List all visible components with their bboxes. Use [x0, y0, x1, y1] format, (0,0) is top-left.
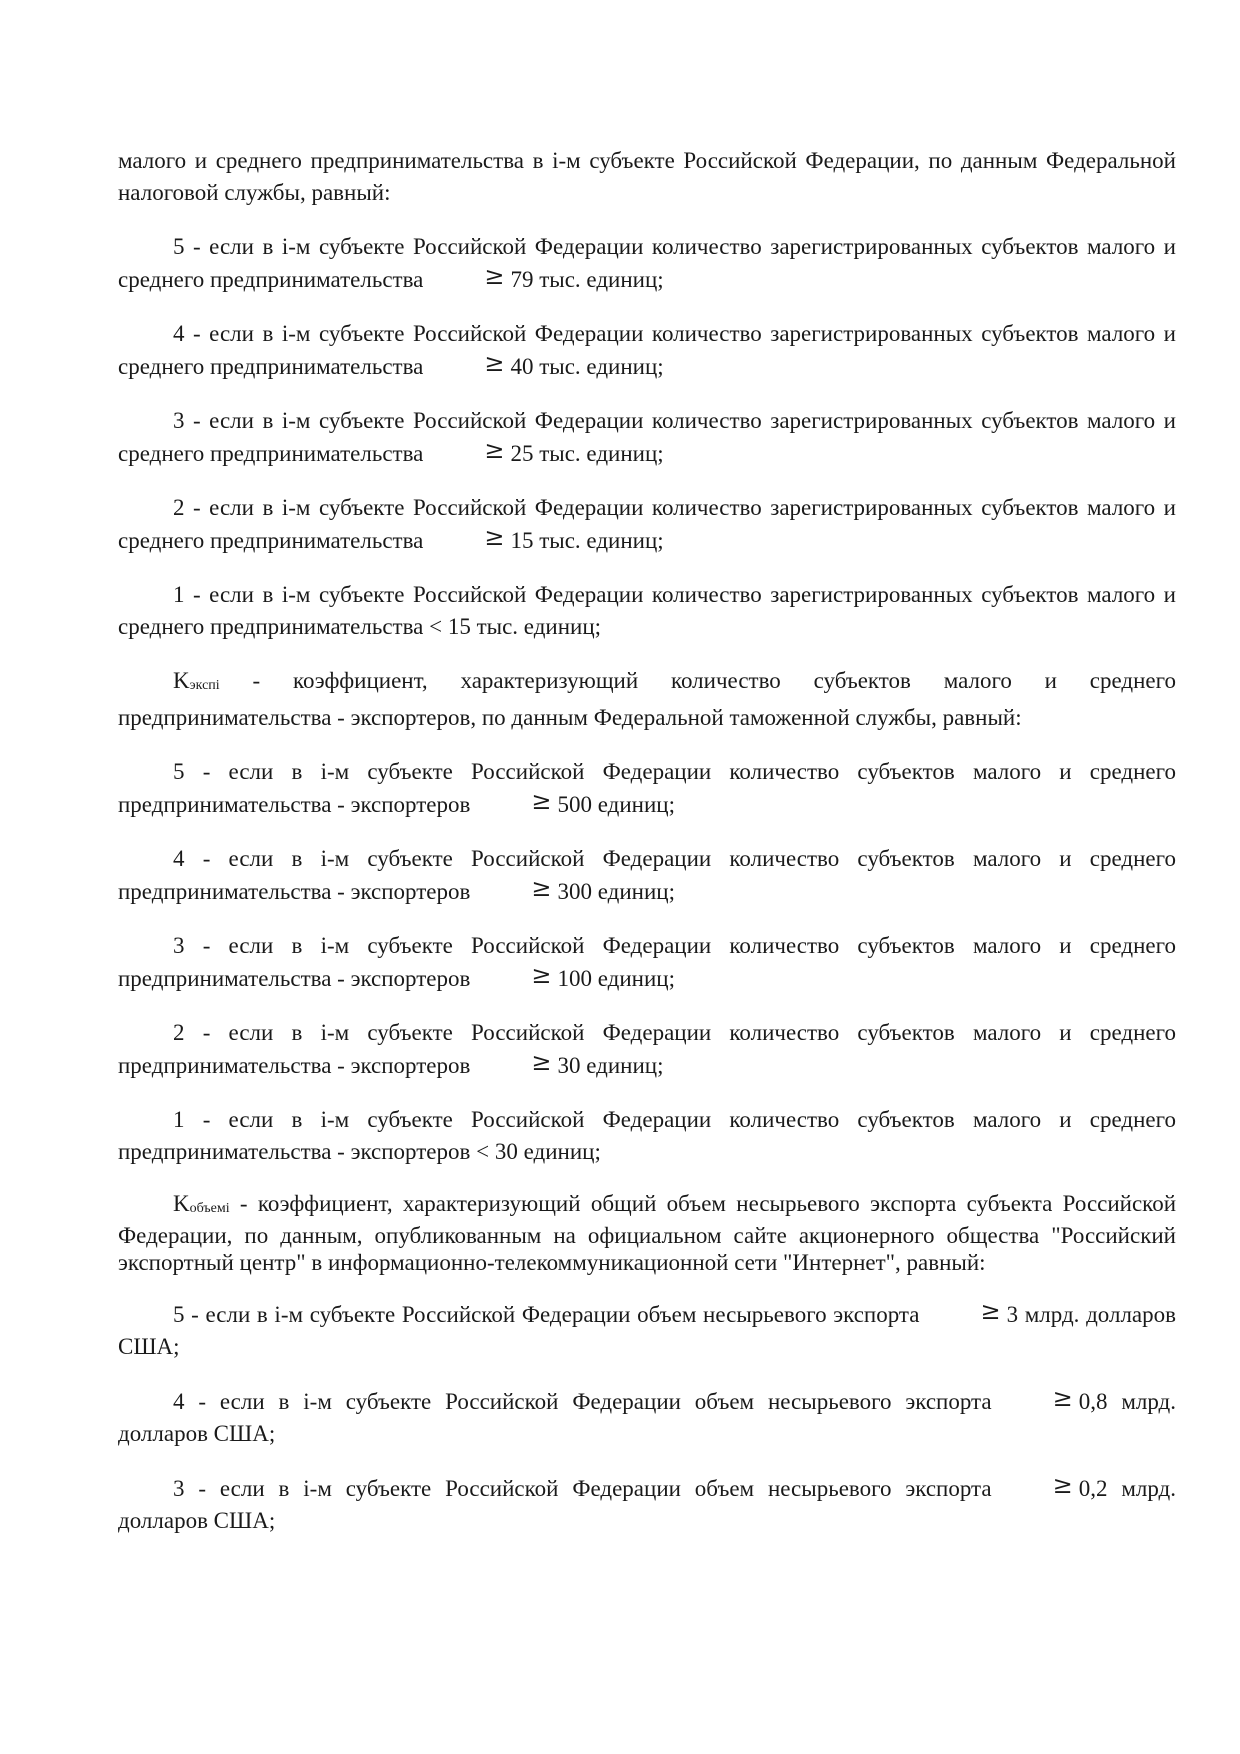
threshold-text: 0,2 млрд. долларов США;	[118, 1476, 1177, 1533]
threshold-text: 25 тыс. единиц;	[510, 441, 664, 466]
threshold-text: 40 тыс. единиц;	[510, 354, 664, 379]
coefficient-subscript: экспi	[189, 678, 220, 693]
paragraph-sme-3	[118, 405, 1176, 470]
paragraph-exp-4	[118, 843, 1176, 908]
threshold-text: 0,8 млрд. долларов США;	[118, 1389, 1177, 1446]
coefficient-description: - коэффициент, характеризующий количество субъектов малого и среднего предпринимательства - экспортеров, по данным Федеральной таможенной службы, равный:	[118, 668, 1176, 730]
condition-text: 3 - если в i-м субъекте Российской Федерации количество субъектов малого и среднего предпринимательства - экспортеров	[118, 933, 1176, 991]
condition-text: 3 - если в i-м субъекте Российской Федерации количество зарегистрированных субъектов малого и среднего предпринимательства	[118, 408, 1176, 466]
geq-symbol: ≥	[484, 523, 505, 551]
geq-symbol: ≥	[1052, 1471, 1073, 1499]
paragraph-coef-export	[118, 665, 1176, 734]
paragraph-vol-5	[118, 1298, 1176, 1363]
threshold-text: 30 единиц;	[557, 1053, 664, 1078]
threshold-text: 500 единиц;	[557, 792, 675, 817]
condition-text: 5 - если в i-м субъекте Российской Федерации объем несырьевого экспорта	[173, 1302, 920, 1327]
geq-symbol: ≥	[531, 1048, 552, 1076]
geq-symbol: ≥	[1052, 1384, 1073, 1412]
coefficient-letter: K	[173, 668, 190, 693]
paragraph-exp-1: 1 - если в i-м субъекте Российской Федерации количество субъектов малого и среднего предпринимательства - экспортеров < 30 единиц;	[118, 1107, 1176, 1164]
threshold-text: 100 единиц;	[557, 966, 675, 991]
condition-text: 4 - если в i-м субъекте Российской Федерации количество субъектов малого и среднего предпринимательства - экспортеров	[118, 846, 1176, 904]
threshold-text: 15 тыс. единиц;	[510, 528, 664, 553]
paragraph-sme-5	[118, 231, 1176, 296]
geq-symbol: ≥	[531, 874, 552, 902]
geq-symbol: ≥	[484, 349, 505, 377]
condition-text: 4 - если в i-м субъекте Российской Федерации объем несырьевого экспорта	[173, 1389, 992, 1414]
condition-text: 3 - если в i-м субъекте Российской Федерации объем несырьевого экспорта	[173, 1476, 992, 1501]
paragraph-sme-4	[118, 318, 1176, 383]
threshold-text: 300 единиц;	[557, 879, 675, 904]
paragraph-exp-5	[118, 756, 1176, 821]
coefficient-description: - коэффициент, характеризующий общий объем несырьевого экспорта субъекта Российской Федерации, по данным, опубликованным на официальном сайте акционерного общества "Российский экспортный центр" в информационно-телекоммуникационной сети "Интернет", равный:	[118, 1191, 1176, 1275]
paragraph-intro: малого и среднего предпринимательства в i-м субъекте Российской Федерации, по данным Федеральной налоговой службы, равный:	[118, 148, 1176, 205]
paragraph-exp-2	[118, 1017, 1176, 1082]
geq-symbol: ≥	[531, 787, 552, 815]
condition-text: 4 - если в i-м субъекте Российской Федерации количество зарегистрированных субъектов малого и среднего предпринимательства	[118, 321, 1176, 379]
geq-symbol: ≥	[484, 436, 505, 464]
paragraph-vol-3	[118, 1472, 1176, 1537]
paragraph-exp-3	[118, 930, 1176, 995]
coefficient-letter: K	[173, 1191, 190, 1216]
threshold-text: 79 тыс. единиц;	[510, 267, 664, 292]
geq-symbol: ≥	[980, 1297, 1001, 1325]
document-page	[118, 145, 1176, 1559]
coefficient-symbol	[173, 1191, 230, 1216]
condition-text: 2 - если в i-м субъекте Российской Федерации количество субъектов малого и среднего предпринимательства - экспортеров	[118, 1020, 1176, 1078]
coefficient-subscript: объемi	[189, 1201, 230, 1216]
condition-text: 5 - если в i-м субъекте Российской Федерации количество зарегистрированных субъектов малого и среднего предпринимательства	[118, 234, 1176, 292]
paragraph-sme-1: 1 - если в i-м субъекте Российской Федерации количество зарегистрированных субъектов малого и среднего предпринимательства < 15 тыс. единиц;	[118, 582, 1176, 639]
coefficient-symbol	[173, 668, 220, 693]
paragraph-vol-4	[118, 1385, 1176, 1450]
condition-text: 2 - если в i-м субъекте Российской Федерации количество зарегистрированных субъектов малого и среднего предпринимательства	[118, 495, 1176, 553]
geq-symbol: ≥	[484, 262, 505, 290]
geq-symbol: ≥	[531, 961, 552, 989]
paragraph-coef-volume	[118, 1190, 1176, 1276]
threshold-text: 3 млрд. долларов США;	[118, 1302, 1177, 1359]
condition-text: 5 - если в i-м субъекте Российской Федерации количество субъектов малого и среднего предпринимательства - экспортеров	[118, 759, 1176, 817]
paragraph-sme-2	[118, 492, 1176, 557]
